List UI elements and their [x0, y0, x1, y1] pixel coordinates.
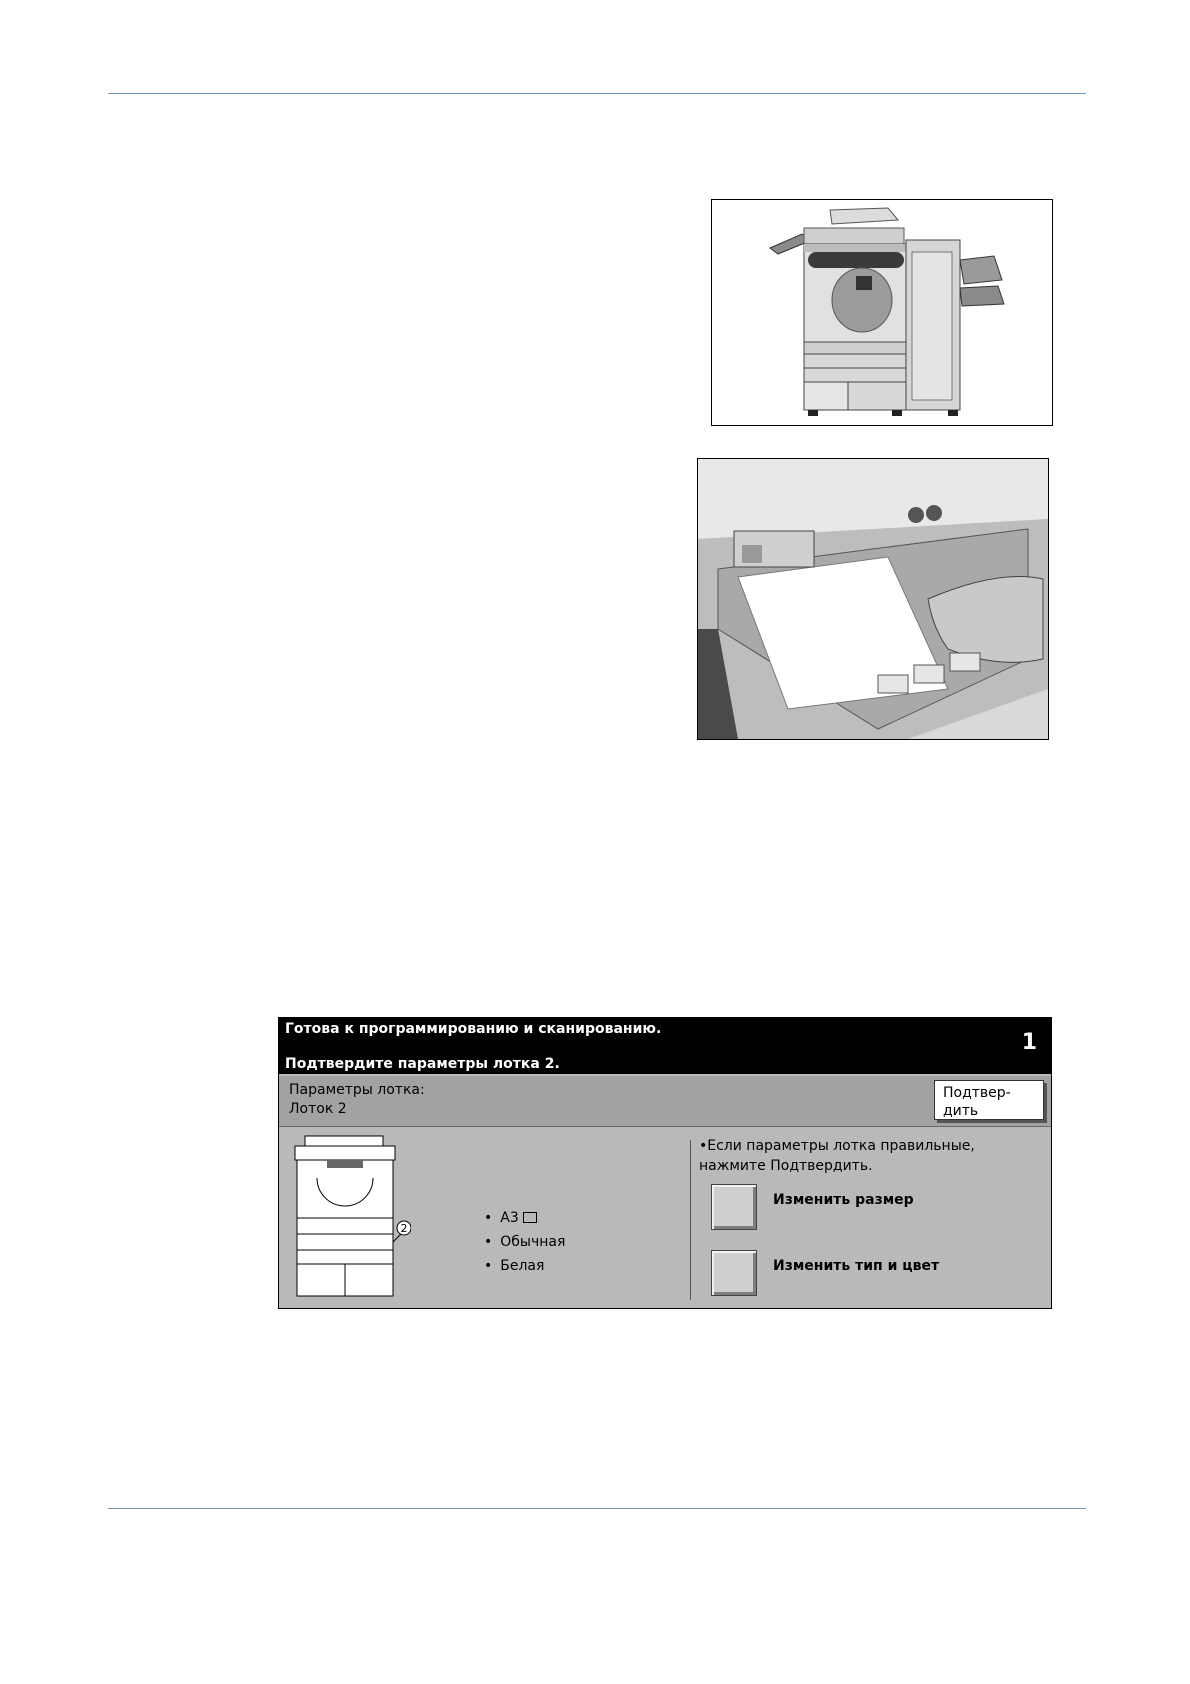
confirm-button[interactable]: [934, 1080, 1044, 1120]
tray-number-callout: 2: [400, 1222, 408, 1235]
touch-screen: [278, 1017, 1052, 1309]
header-rule: [108, 93, 1086, 94]
change-size-button[interactable]: [711, 1184, 757, 1230]
device-photo: [711, 199, 1053, 426]
job-count: 1: [1021, 1030, 1037, 1055]
confirm-label-line2: дить: [943, 1103, 979, 1119]
header-tray-name: Лоток 2: [289, 1101, 347, 1117]
tray-color: • Белая: [484, 1254, 565, 1278]
change-size-action[interactable]: [711, 1184, 1041, 1232]
message-bar: [279, 1018, 1051, 1074]
tray-content: [279, 1128, 1051, 1308]
tray-properties: [484, 1206, 565, 1278]
change-size-label: Изменить размер: [773, 1192, 914, 1208]
change-type-color-label: Изменить тип и цвет: [773, 1258, 940, 1274]
divider: [690, 1140, 691, 1300]
confirm-label-line1: Подтвер-: [943, 1085, 1011, 1101]
device-diagram-icon: [291, 1134, 411, 1304]
tray-type: • Обычная: [484, 1230, 565, 1254]
header-title: Параметры лотка:: [289, 1082, 425, 1098]
tray-size: • A3: [484, 1206, 565, 1230]
tray-settings-header: [279, 1076, 1051, 1127]
confirm-hint: •Если параметры лотка правильные, нажмите Подтвердить.: [699, 1138, 975, 1174]
sheet-orientation-icon: [523, 1212, 537, 1223]
footer-rule: [108, 1508, 1086, 1509]
change-type-color-action[interactable]: [711, 1250, 1041, 1298]
instruction-message: Подтвердите параметры лотка 2.: [285, 1056, 560, 1072]
change-type-color-button[interactable]: [711, 1250, 757, 1296]
tray-loading-photo: [697, 458, 1049, 740]
status-message: Готова к программированию и сканированию.: [285, 1021, 662, 1037]
